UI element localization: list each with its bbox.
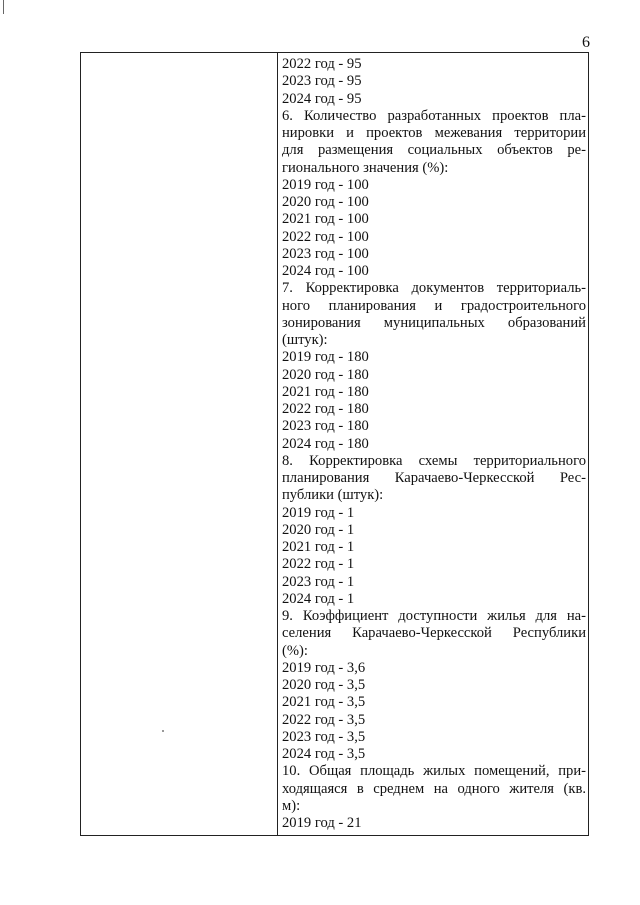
text-line: 2020 год - 3,5 [282,677,366,693]
text-line: 2019 год - 100 [282,176,369,193]
text-line: 2021 год - 1 [282,539,355,555]
text-line: 2022 год - 95 [282,56,362,72]
text-line: 2019 год - 3,6 [282,659,366,676]
text-line: 9. Коэффициент доступности жилья для на- [282,608,586,624]
text-line: публики (штук): [282,487,384,504]
text-line: 2022 год - 100 [282,228,369,245]
text-line: 8. Корректировка схемы территориального [282,452,586,469]
text-line: 6. Количество разработанных проектов пла- [282,107,586,124]
text-line: 2023 год - 3,5 [282,728,366,745]
text-line: 2022 год - 180 [282,401,369,417]
page-number: 6 [582,34,590,51]
margin-mark [3,0,4,14]
text-line: 2020 год - 1 [282,521,355,538]
text-line: (%): [282,642,308,659]
text-line: 2024 год - 180 [282,435,369,452]
text-line: ного планирования и градостроительного [282,297,586,314]
text-line: 2022 год - 3,5 [282,711,366,728]
text-line: 2023 год - 1 [282,573,355,590]
text-line: гионального значения (%): [282,159,449,176]
text-line: м): [282,797,301,814]
text-line: зонирования муниципальных образований [282,314,586,331]
text-line: 2019 год - 1 [282,504,355,521]
text-line: 2022 год - 1 [282,556,355,573]
document-table [80,52,589,836]
text-line: 2023 год - 95 [282,73,362,90]
text-line: 10. Общая площадь жилых помещений, при- [282,763,586,780]
text-line: (штук): [282,332,328,348]
text-line: 2019 год - 180 [282,349,369,366]
text-line: 2024 год - 100 [282,263,369,279]
text-line: ходящаяся в среднем на одного жителя (кв. [282,780,586,797]
text-line: планирования Карачаево-Черкесской Рес- [282,470,586,486]
text-line: 2024 год - 1 [282,590,355,607]
text-line: 2021 год - 180 [282,383,369,400]
text-line: 2024 год - 3,5 [282,746,366,762]
column-divider [277,53,278,835]
scan-speck [162,730,164,732]
text-line: селения Карачаево-Черкесской Республики [282,625,586,642]
text-line: 7. Корректировка документов территориаль- [282,280,586,297]
text-line: нировки и проектов межевания территории [282,125,586,141]
text-line: 2024 год - 95 [282,90,362,107]
text-line: 2021 год - 100 [282,211,369,228]
text-line: 2023 год - 180 [282,418,369,435]
text-line: 2020 год - 180 [282,366,369,383]
text-line: 2023 год - 100 [282,245,369,262]
text-line: 2020 год - 100 [282,194,369,210]
text-line: 2021 год - 3,5 [282,694,366,711]
indicator-values-cell [282,56,586,832]
text-line: 2019 год - 21 [282,815,362,831]
text-line: для размещения социальных объектов ре- [282,142,586,159]
